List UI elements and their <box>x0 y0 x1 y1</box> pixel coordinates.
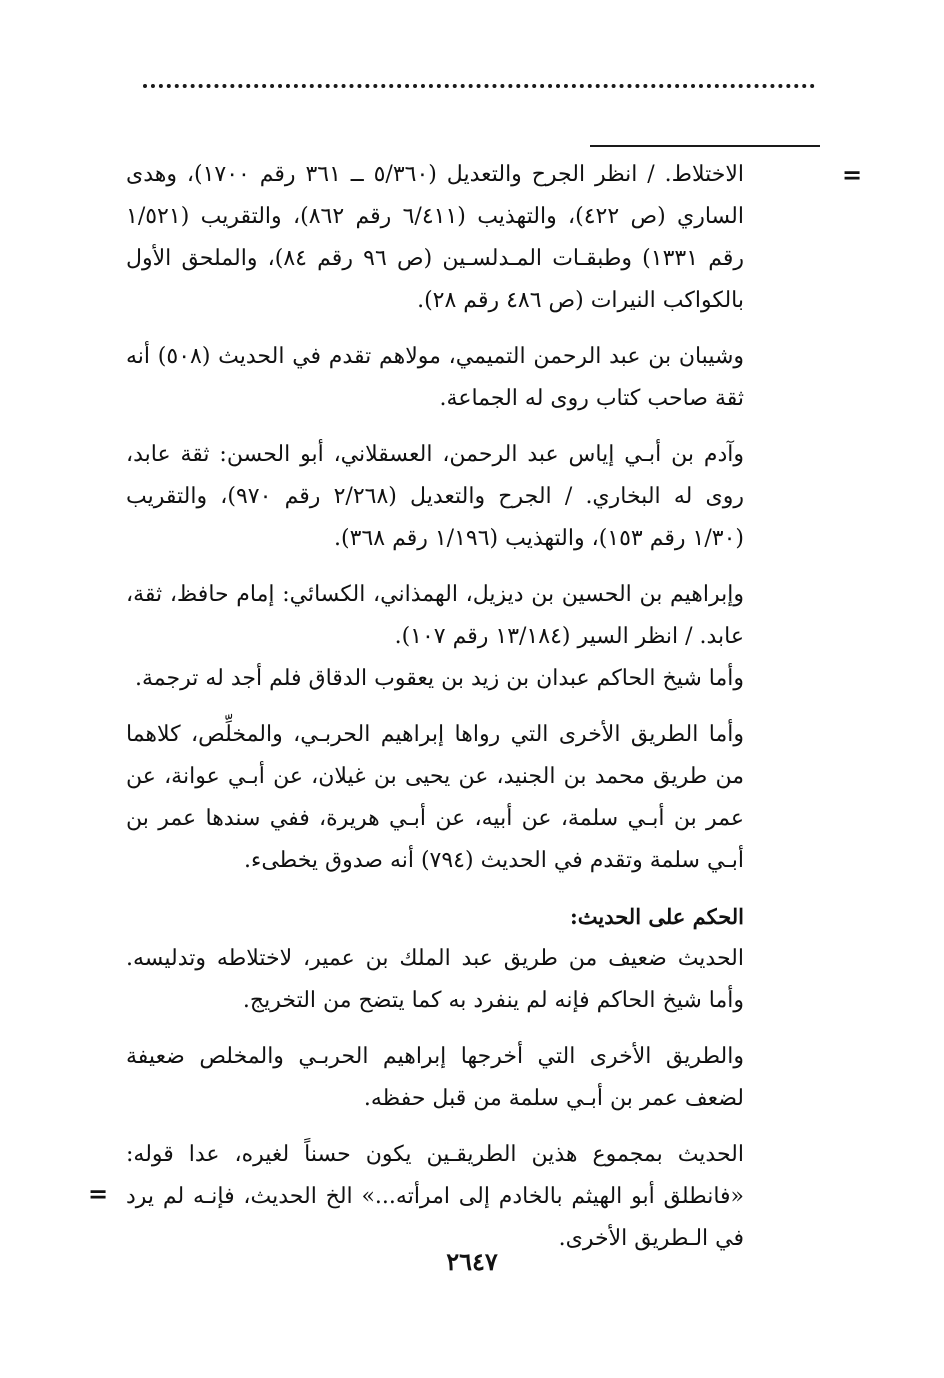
footnote-paragraph-1: الاختلاط. / انظر الجرح والتعديل (٥/٣٦٠ ــ ٣٦١ رقم ١٧٠٠)، وهدى الساري (ص ٤٢٢)، والتهذيب (٦/٤١١ رقم ٨٦٢)، والتقريب (١/٥٢١ رقم ١٣٣١) وطبقـات المـدلسـين (ص ٩٦ رقم ٨٤)، والملحق الأول بالكواكب النيرات (ص ٤٨٦ رقم ٢٨). <box>126 162 745 313</box>
continuation-mark-top: = <box>842 161 863 189</box>
continuation-mark-bottom: = <box>88 1180 109 1208</box>
footnote-rule <box>590 145 820 147</box>
footnote-paragraph-5: وأما شيخ الحاكم عبدان بن زيد بن يعقوب الدقاق فلم أجد له ترجمة. <box>134 666 744 691</box>
footnote-paragraph-3: وآدم بن أبـي إياس عبد الرحمن، العسقلاني، أبو الحسن: ثقة عابد، روى له البخاري. / الجرح والتعديل (٢/٢٦٨ رقم ٩٧٠)، والتقريب (١/٣٠ رقم ١٥٣)، والتهذيب (١/١٩٦ رقم ٣٦٨). <box>126 442 744 551</box>
ruling-heading: الحكم على الحديث: <box>570 904 744 929</box>
ruling-paragraph-1: الحديث ضعيف من طريق عبد الملك بن عمير، لاختلاطه وتدليسه. وأما شيخ الحاكم فإنه لم ينفرد به كما يتضح من التخريج. <box>126 946 744 1013</box>
footnote-body <box>126 154 744 1274</box>
page-number: ٢٦٤٧ <box>446 1247 498 1276</box>
footnote-paragraph-2: وشيبان بن عبد الرحمن التميمي، مولاهم تقدم في الحديث (٥٠٨) أنه ثقة صاحب كتاب روى له الجماعة. <box>126 344 745 411</box>
ruling-paragraph-2: والطريق الأخرى التي أخرجها إبراهيم الحربـي والمخلص ضعيفة لضعف عمر بن أبـي سلمة من قبل حفظه. <box>126 1044 744 1111</box>
footnote-paragraph-4: وإبراهيم بن الحسين بن ديزيل، الهمذاني، الكسائي: إمام حافظ، ثقة، عابد. / انظر السير (١٣/١٨٤ رقم ١٠٧). <box>126 582 744 649</box>
footnote-paragraph-6: وأما الطريق الأخرى التي رواها إبراهيم الحربـي، والمخلِّص، كلاهما من طريق محمد بن الجنيد، عن يحيى بن غيلان، عن أبـي عوانة، عن عمر بن أبـي سلمة، عن أبيه، عن أبـي هريرة، ففي سندها عمر بن أبـي سلمة وتقدم في الحديث (٧٩٤) أنه صدوق يخطىء. <box>126 722 744 873</box>
ruling-paragraph-3: الحديث بمجموع هذين الطريقـين يكون حسناً لغيره، عدا قوله: «فانطلق أبو الهيثم بالخادم إلى امرأته...» الخ الحديث، فإنـه لم يرد في الـطريق الأخرى. <box>126 1142 744 1251</box>
dotted-separator <box>143 84 815 88</box>
